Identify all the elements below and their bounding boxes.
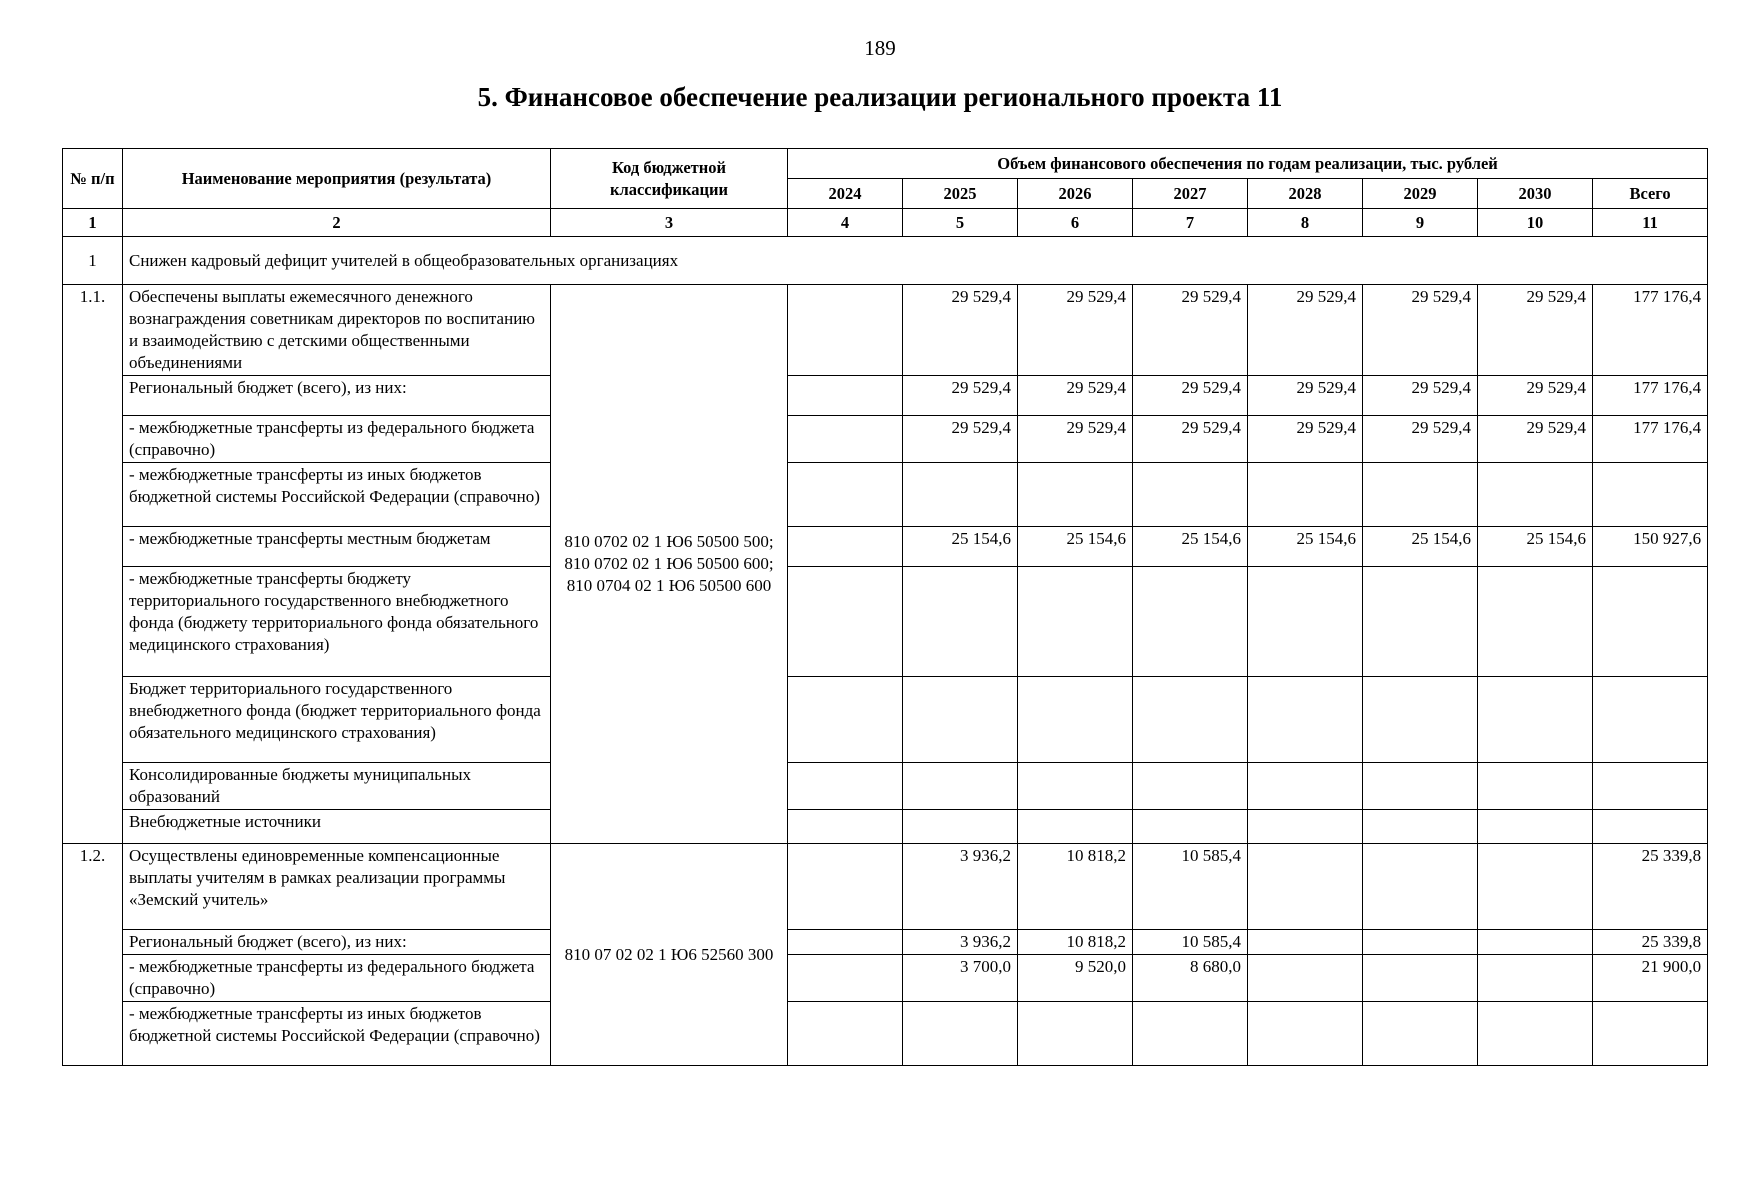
value-cell: [1363, 567, 1478, 677]
col-number: 1: [63, 209, 123, 237]
col-number: 11: [1593, 209, 1708, 237]
value-cell: [1478, 810, 1593, 844]
value-cell: 177 176,4: [1593, 285, 1708, 376]
row-name: - межбюджетные трансферты из иных бюджетов бюджетной системы Российской Федерации (справочно): [123, 1002, 551, 1066]
table-row: [63, 1002, 1708, 1066]
table-row: [63, 527, 1708, 567]
value-cell: [1248, 810, 1363, 844]
value-cell: 29 529,4: [1133, 376, 1248, 416]
value-cell: [1018, 463, 1133, 527]
header-total: Всего: [1593, 179, 1708, 209]
value-cell: [1018, 1002, 1133, 1066]
value-cell: 29 529,4: [1018, 416, 1133, 463]
col-number: 3: [551, 209, 788, 237]
value-cell: [903, 763, 1018, 810]
value-cell: [1363, 763, 1478, 810]
row-name: - межбюджетные трансферты из федерального бюджета (справочно): [123, 416, 551, 463]
header-code: Код бюджетной классификации: [551, 149, 788, 209]
row-name: Региональный бюджет (всего), из них:: [123, 930, 551, 955]
budget-code: 810 07 02 02 1 Ю6 52560 300: [551, 844, 788, 1066]
value-cell: 29 529,4: [903, 285, 1018, 376]
value-cell: [788, 567, 903, 677]
value-cell: 177 176,4: [1593, 416, 1708, 463]
value-cell: [1248, 463, 1363, 527]
value-cell: [788, 416, 903, 463]
value-cell: 3 936,2: [903, 930, 1018, 955]
value-cell: 25 154,6: [1133, 527, 1248, 567]
header-volume: Объем финансового обеспечения по годам реализации, тыс. рублей: [788, 149, 1708, 179]
value-cell: 8 680,0: [1133, 955, 1248, 1002]
value-cell: [1133, 763, 1248, 810]
table-row: [63, 376, 1708, 416]
value-cell: 25 154,6: [1478, 527, 1593, 567]
value-cell: [1248, 1002, 1363, 1066]
value-cell: 177 176,4: [1593, 376, 1708, 416]
value-cell: [1478, 567, 1593, 677]
value-cell: [903, 810, 1018, 844]
row-name: - межбюджетные трансферты из иных бюджетов бюджетной системы Российской Федерации (справочно): [123, 463, 551, 527]
table-row: [63, 763, 1708, 810]
section-row: [63, 237, 1708, 285]
header-year: 2024: [788, 179, 903, 209]
value-cell: [1593, 567, 1708, 677]
col-number: 7: [1133, 209, 1248, 237]
value-cell: [1018, 763, 1133, 810]
value-cell: 9 520,0: [1018, 955, 1133, 1002]
table-row: [63, 416, 1708, 463]
value-cell: [1478, 463, 1593, 527]
row-name: Бюджет территориального государственного внебюджетного фонда (бюджет территориального фонда обязательного медицинского страхования): [123, 677, 551, 763]
value-cell: 29 529,4: [1478, 285, 1593, 376]
value-cell: [1363, 1002, 1478, 1066]
table-row: [63, 844, 1708, 930]
value-cell: 29 529,4: [1363, 376, 1478, 416]
value-cell: 10 585,4: [1133, 844, 1248, 930]
value-cell: 29 529,4: [903, 376, 1018, 416]
budget-code: 810 0702 02 1 Ю6 50500 500; 810 0702 02 1 Ю6 50500 600; 810 0704 02 1 Ю6 50500 600: [551, 285, 788, 844]
table-row: [63, 463, 1708, 527]
header-name: Наименование мероприятия (результата): [123, 149, 551, 209]
header-year: 2026: [1018, 179, 1133, 209]
value-cell: 10 818,2: [1018, 930, 1133, 955]
value-cell: 25 339,8: [1593, 930, 1708, 955]
row-name: Консолидированные бюджеты муниципальных образований: [123, 763, 551, 810]
value-cell: 29 529,4: [903, 416, 1018, 463]
value-cell: [788, 1002, 903, 1066]
value-cell: [903, 463, 1018, 527]
value-cell: [1363, 677, 1478, 763]
value-cell: 29 529,4: [1248, 416, 1363, 463]
col-number: 2: [123, 209, 551, 237]
row-name: Региональный бюджет (всего), из них:: [123, 376, 551, 416]
value-cell: 29 529,4: [1478, 416, 1593, 463]
header-year: 2029: [1363, 179, 1478, 209]
row-name: Обеспечены выплаты ежемесячного денежного вознаграждения советникам директоров по воспитанию и взаимодействию с детскими общественными объединениями: [123, 285, 551, 376]
value-cell: [1133, 463, 1248, 527]
col-number: 6: [1018, 209, 1133, 237]
value-cell: [1478, 1002, 1593, 1066]
value-cell: [1478, 844, 1593, 930]
table-row: [63, 810, 1708, 844]
value-cell: 29 529,4: [1363, 285, 1478, 376]
table-row: [63, 677, 1708, 763]
row-name: - межбюджетные трансферты бюджету территориального государственного внебюджетного фонда (бюджету территориального фонда обязательного медицинского страхования): [123, 567, 551, 677]
item-num: 1.2.: [63, 844, 123, 1066]
row-name: Осуществлены единовременные компенсационные выплаты учителям в рамках реализации программы «Земский учитель»: [123, 844, 551, 930]
value-cell: [788, 955, 903, 1002]
value-cell: [788, 810, 903, 844]
table-row: [63, 567, 1708, 677]
value-cell: [788, 527, 903, 567]
header-year: 2025: [903, 179, 1018, 209]
value-cell: [1248, 763, 1363, 810]
header-year: 2028: [1248, 179, 1363, 209]
section-num: 1: [63, 237, 123, 285]
value-cell: 3 700,0: [903, 955, 1018, 1002]
value-cell: [1593, 463, 1708, 527]
value-cell: [788, 677, 903, 763]
value-cell: 21 900,0: [1593, 955, 1708, 1002]
value-cell: [1018, 677, 1133, 763]
row-name: - межбюджетные трансферты местным бюджетам: [123, 527, 551, 567]
value-cell: 25 154,6: [903, 527, 1018, 567]
value-cell: 25 154,6: [1248, 527, 1363, 567]
value-cell: 10 585,4: [1133, 930, 1248, 955]
header-year: 2027: [1133, 179, 1248, 209]
value-cell: 29 529,4: [1018, 376, 1133, 416]
header-year: 2030: [1478, 179, 1593, 209]
value-cell: [1363, 955, 1478, 1002]
value-cell: [1478, 677, 1593, 763]
value-cell: [1133, 567, 1248, 677]
value-cell: [1018, 810, 1133, 844]
value-cell: [1018, 567, 1133, 677]
value-cell: [1248, 844, 1363, 930]
value-cell: [1248, 677, 1363, 763]
value-cell: 29 529,4: [1248, 285, 1363, 376]
value-cell: [1478, 763, 1593, 810]
col-number: 9: [1363, 209, 1478, 237]
value-cell: [788, 930, 903, 955]
col-number: 5: [903, 209, 1018, 237]
row-name: - межбюджетные трансферты из федерального бюджета (справочно): [123, 955, 551, 1002]
page-number: 189: [864, 36, 896, 60]
value-cell: [1478, 955, 1593, 1002]
value-cell: [788, 763, 903, 810]
value-cell: [1248, 567, 1363, 677]
header-num: № п/п: [63, 149, 123, 209]
value-cell: [1133, 677, 1248, 763]
value-cell: 150 927,6: [1593, 527, 1708, 567]
value-cell: 29 529,4: [1478, 376, 1593, 416]
value-cell: [788, 285, 903, 376]
row-name: Внебюджетные источники: [123, 810, 551, 844]
value-cell: [1593, 763, 1708, 810]
value-cell: [903, 677, 1018, 763]
value-cell: 25 339,8: [1593, 844, 1708, 930]
value-cell: 3 936,2: [903, 844, 1018, 930]
col-number: 8: [1248, 209, 1363, 237]
financing-table: [62, 148, 1708, 1066]
value-cell: 29 529,4: [1133, 285, 1248, 376]
value-cell: 29 529,4: [1248, 376, 1363, 416]
value-cell: [903, 1002, 1018, 1066]
page-title: 5. Финансовое обеспечение реализации регионального проекта 11: [477, 82, 1283, 112]
value-cell: [1248, 930, 1363, 955]
value-cell: [1478, 930, 1593, 955]
section-name: Снижен кадровый дефицит учителей в общеобразовательных организациях: [123, 237, 1708, 285]
value-cell: [1363, 844, 1478, 930]
value-cell: [788, 844, 903, 930]
value-cell: [1133, 810, 1248, 844]
value-cell: [1363, 810, 1478, 844]
value-cell: [788, 463, 903, 527]
item-num: 1.1.: [63, 285, 123, 844]
col-number: 4: [788, 209, 903, 237]
value-cell: 25 154,6: [1018, 527, 1133, 567]
value-cell: [1363, 930, 1478, 955]
value-cell: 29 529,4: [1018, 285, 1133, 376]
value-cell: [1593, 810, 1708, 844]
value-cell: 25 154,6: [1363, 527, 1478, 567]
value-cell: [1593, 1002, 1708, 1066]
value-cell: [788, 376, 903, 416]
value-cell: [1593, 677, 1708, 763]
table-row: [63, 930, 1708, 955]
value-cell: [1133, 1002, 1248, 1066]
value-cell: [1363, 463, 1478, 527]
value-cell: 10 818,2: [1018, 844, 1133, 930]
col-number: 10: [1478, 209, 1593, 237]
value-cell: [1248, 955, 1363, 1002]
value-cell: 29 529,4: [1133, 416, 1248, 463]
value-cell: [903, 567, 1018, 677]
table-row: [63, 285, 1708, 376]
value-cell: 29 529,4: [1363, 416, 1478, 463]
table-row: [63, 955, 1708, 1002]
